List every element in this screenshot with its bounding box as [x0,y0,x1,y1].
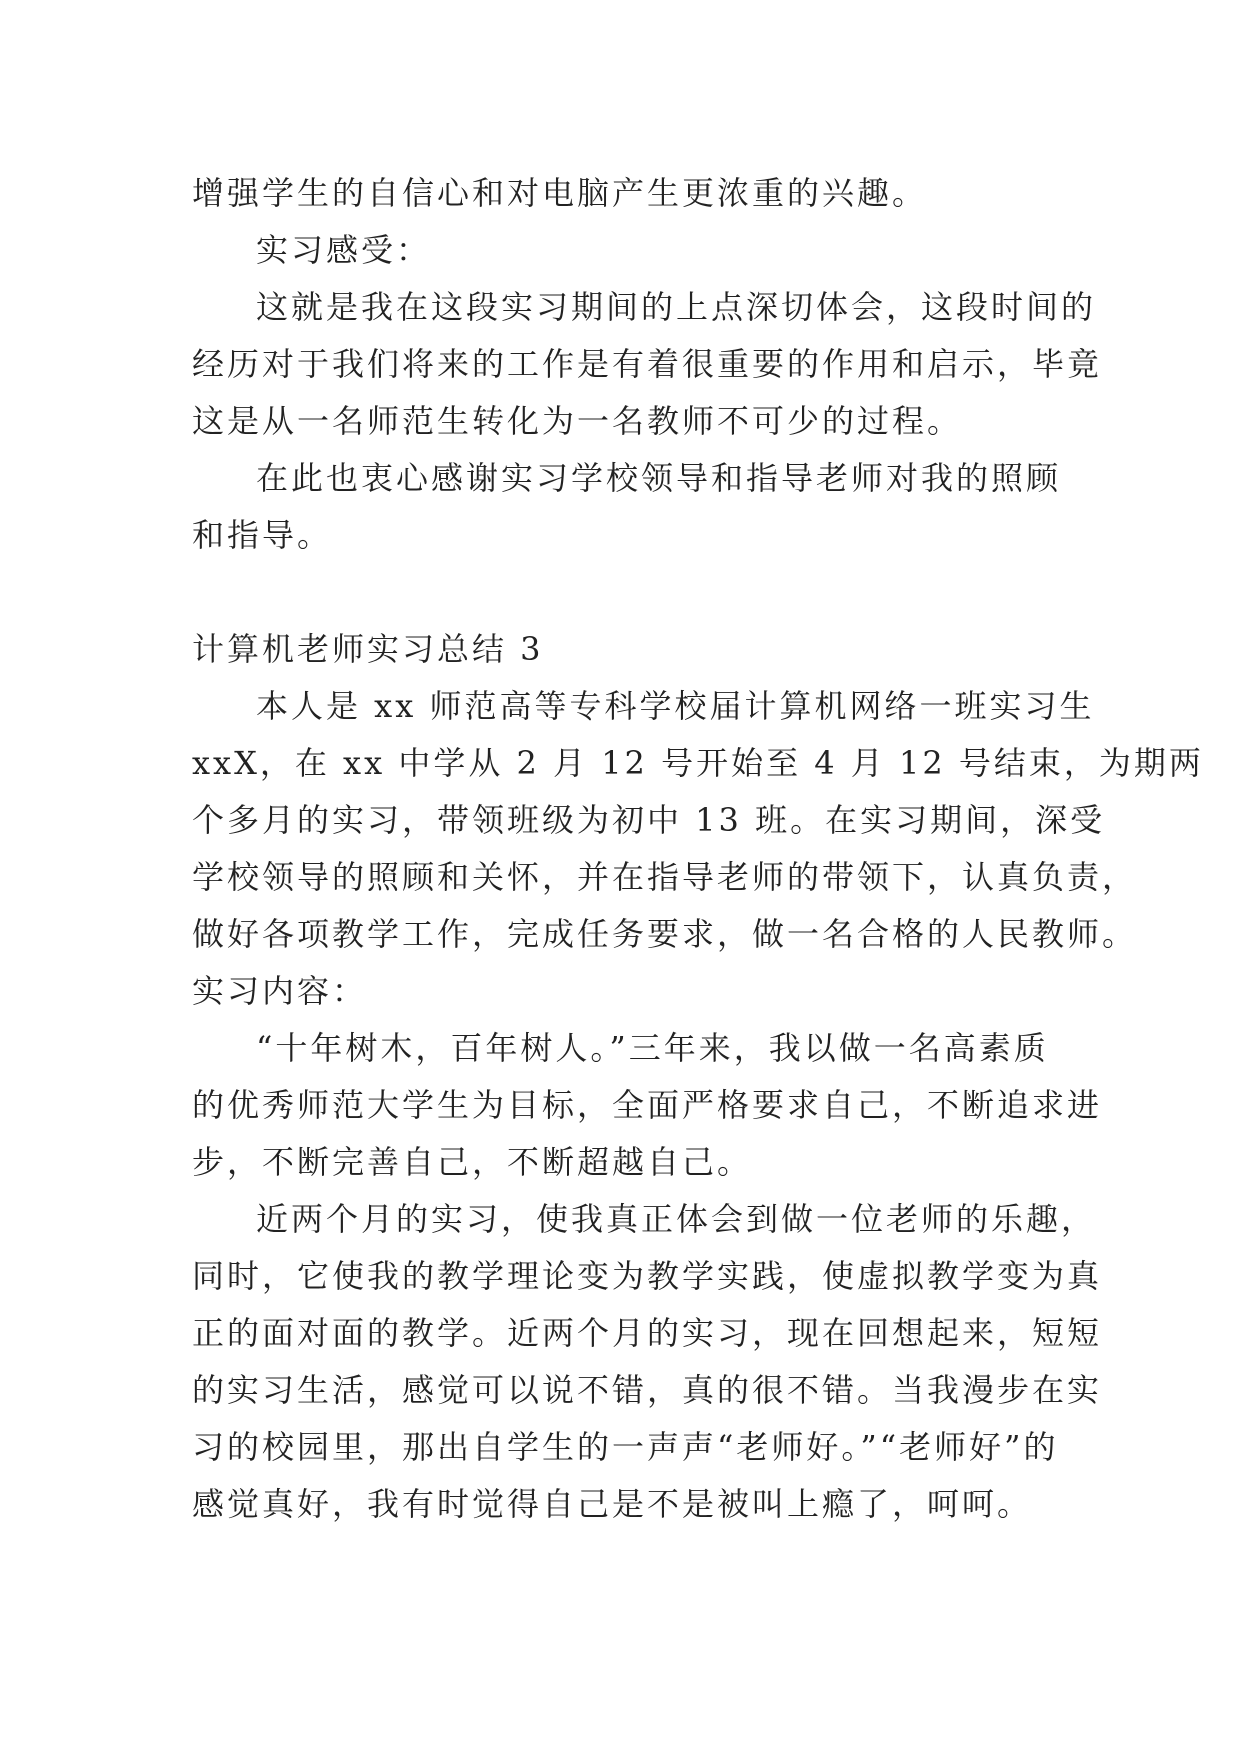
section-label-internship-content: 实习内容： [192,972,368,1010]
paragraph-line: 正的面对面的教学。近两个月的实习，现在回想起来，短短 [192,1314,1103,1352]
paragraph-line: 增强学生的自信心和对电脑产生更浓重的兴趣。 [192,174,928,212]
section-title: 计算机老师实习总结 3 [192,630,544,668]
paragraph-line: 学校领导的照顾和关怀，并在指导老师的带领下，认真负责， [192,858,1138,896]
paragraph-line: 步，不断完善自己，不断超越自己。 [192,1143,753,1181]
paragraph-line: 的实习生活，感觉可以说不错，真的很不错。当我漫步在实 [192,1371,1103,1409]
paragraph-line: 感觉真好，我有时觉得自己是不是被叫上瘾了，呵呵。 [192,1485,1033,1523]
section-label-internship-feelings: 实习感受： [256,231,432,269]
paragraph-line: 个多月的实习，带领班级为初中 13 班。在实习期间，深受 [192,801,1106,839]
paragraph-line: 本人是 xx 师范高等专科学校届计算机网络一班实习生 [256,687,1095,725]
paragraph-line: 近两个月的实习，使我真正体会到做一位老师的乐趣， [256,1200,1097,1238]
paragraph-line: 这就是我在这段实习期间的上点深切体会，这段时间的 [256,288,1097,326]
paragraph-line: 经历对于我们将来的工作是有着很重要的作用和启示，毕竟 [192,345,1103,383]
paragraph-line: 的优秀师范大学生为目标，全面严格要求自己，不断追求进 [192,1086,1103,1124]
paragraph-line: 同时，它使我的教学理论变为教学实践，使虚拟教学变为真 [192,1257,1103,1295]
paragraph-line: 和指导。 [192,516,333,554]
paragraph-line: xxX，在 xx 中学从 2 月 12 号开始至 4 月 12 号结束，为期两 [192,744,1204,782]
blank-line [192,564,1052,621]
paragraph-line: 习的校园里，那出自学生的一声声“老师好。”“老师好”的 [192,1428,1059,1466]
paragraph-line: 做好各项教学工作，完成任务要求，做一名合格的人民教师。 [192,915,1138,953]
paragraph-line: “十年树木，百年树人。”三年来，我以做一名高素质 [256,1029,1049,1067]
document-body [192,165,1204,1533]
paragraph-line: 这是从一名师范生转化为一名教师不可少的过程。 [192,402,963,440]
paragraph-line: 在此也衷心感谢实习学校领导和指导老师对我的照顾 [256,459,1062,497]
